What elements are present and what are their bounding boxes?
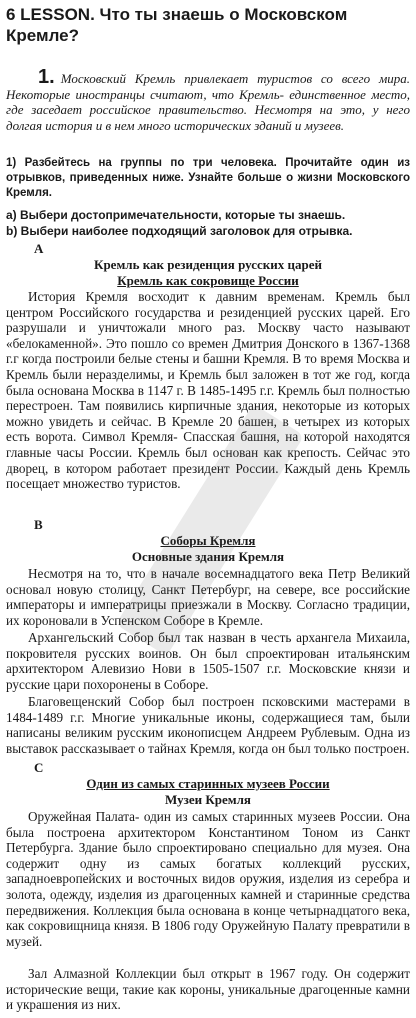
section-c-heading-1: Один из самых старинных музеев России [86,776,330,791]
section-b-paragraph-3: Благовещенский Собор был построен псковскими мастерами в 1484-1489 г.г. Многие уникальные иконы, содержащиеся там, были написаны великим русским иконописцем Андреем Рублевым. Одна из выставок рассказывает о тайнах Кремля, когда он был только построен. [6,694,410,756]
section-c-paragraph-1: Оружейная Палата- один из самых старинных музеев России. Она была построена архитектором Константином Тоном из Санкт Петербурга. Здание было спроектировано специально для музея. Она содержит одну из самых богатых коллекций русских, западноевропейских и восточных видов оружия, изделия из серебра и золота, одежду, изделия из драгоценных камней и старинные средства передвижения. Коллекция была основана в конце четырнадцатого века, как сокровищница князя. В 1806 году Оружейную Палату превратили в музей. [6,809,410,949]
section-a-paragraph: История Кремля восходит к давним временам. Кремль был центром Российского государства и резиденцией русских царей. Его разрушали и уничтожали много раз. Москву часто называют «белокаменной». Это пошло со времен Дмитрия Донского в 1367-1368 г.г когда построили белые стены и башни Кремля. В то время Москва и Кремль были неразделимы, и Кремль был заложен в тот же год, когда была основана Москва в 1147 г. В 1485-1495 г.г. Кремль был полностью перестроен. Там появились кирпичные здания, некоторые из которых можно увидеть и сейчас. В Кремле 20 башен, в четырех из которых есть ворота. Символ Кремля- Спасская башня, на которой находятся главные часы России. Кремль был основан как крепость. Сейчас это дворец, в котором работает президент России. Каждый день Кремль посещает множество туристов. [6,289,410,492]
section-b-heading-2: Основные здания Кремля [131,549,285,564]
section-c-letter: C [34,760,44,775]
section-c-heading-2: Музеи Кремля [165,792,251,807]
exercise-number: 1. [38,66,55,88]
task-a: a) Выбери достопримечательности, которые ты знаешь. [6,208,346,222]
section-a-letter: A [34,241,44,256]
exercise-intro [6,66,410,133]
section-b-letter: B [34,517,43,532]
exercise-intro-text: Московский Кремль привлекает туристов со всего мира. Некоторые иностранцы считают, что Кремль- единственное место, где заседает российское правительство. Несмотря на это, у него долгая история и в нем много исторических зданий и музеев. [6,71,410,133]
section-a-heading-2: Кремль как сокровище России [117,273,299,288]
section-b-paragraph-2: Архангельский Собор был так назван в честь архангела Михаила, покровителя русских воинов. Он был спроектирован итальянским архитектором Алевизио Нови в 1505-1507 г.г. Московские князи и русские цари похоронены в Соборе. [6,630,410,692]
task-b: b) Выбери наиболее подходящий заголовок для отрывка. [6,224,353,238]
task-1-instruction: 1) Разбейтесь на группы по три человека. Прочитайте один из отрывков, приведенных ниже. Узнайте больше о жизни Московского Кремля. [6,157,410,199]
section-b-heading-1: Соборы Кремля [160,533,256,548]
section-c-paragraph-2: Зал Алмазной Коллекции был открыт в 1967 году. Он содержит исторические вещи, такие как короны, уникальные драгоценные камни и украшения из них. [6,966,410,1013]
section-a-heading-1: Кремль как резиденция русских царей [94,257,322,272]
section-b-paragraph-1: Несмотря на то, что в начале восемнадцатого века Петр Великий основал новую столицу, Санкт Петербург, на севере, все российские императоры и императрицы приезжали в Москву. Согласно традиции, их короновали в Успенском Соборе в Кремле. [6,566,410,628]
lesson-title: 6 LESSON. Что ты знаешь о Московском Кремле? [6,5,348,45]
